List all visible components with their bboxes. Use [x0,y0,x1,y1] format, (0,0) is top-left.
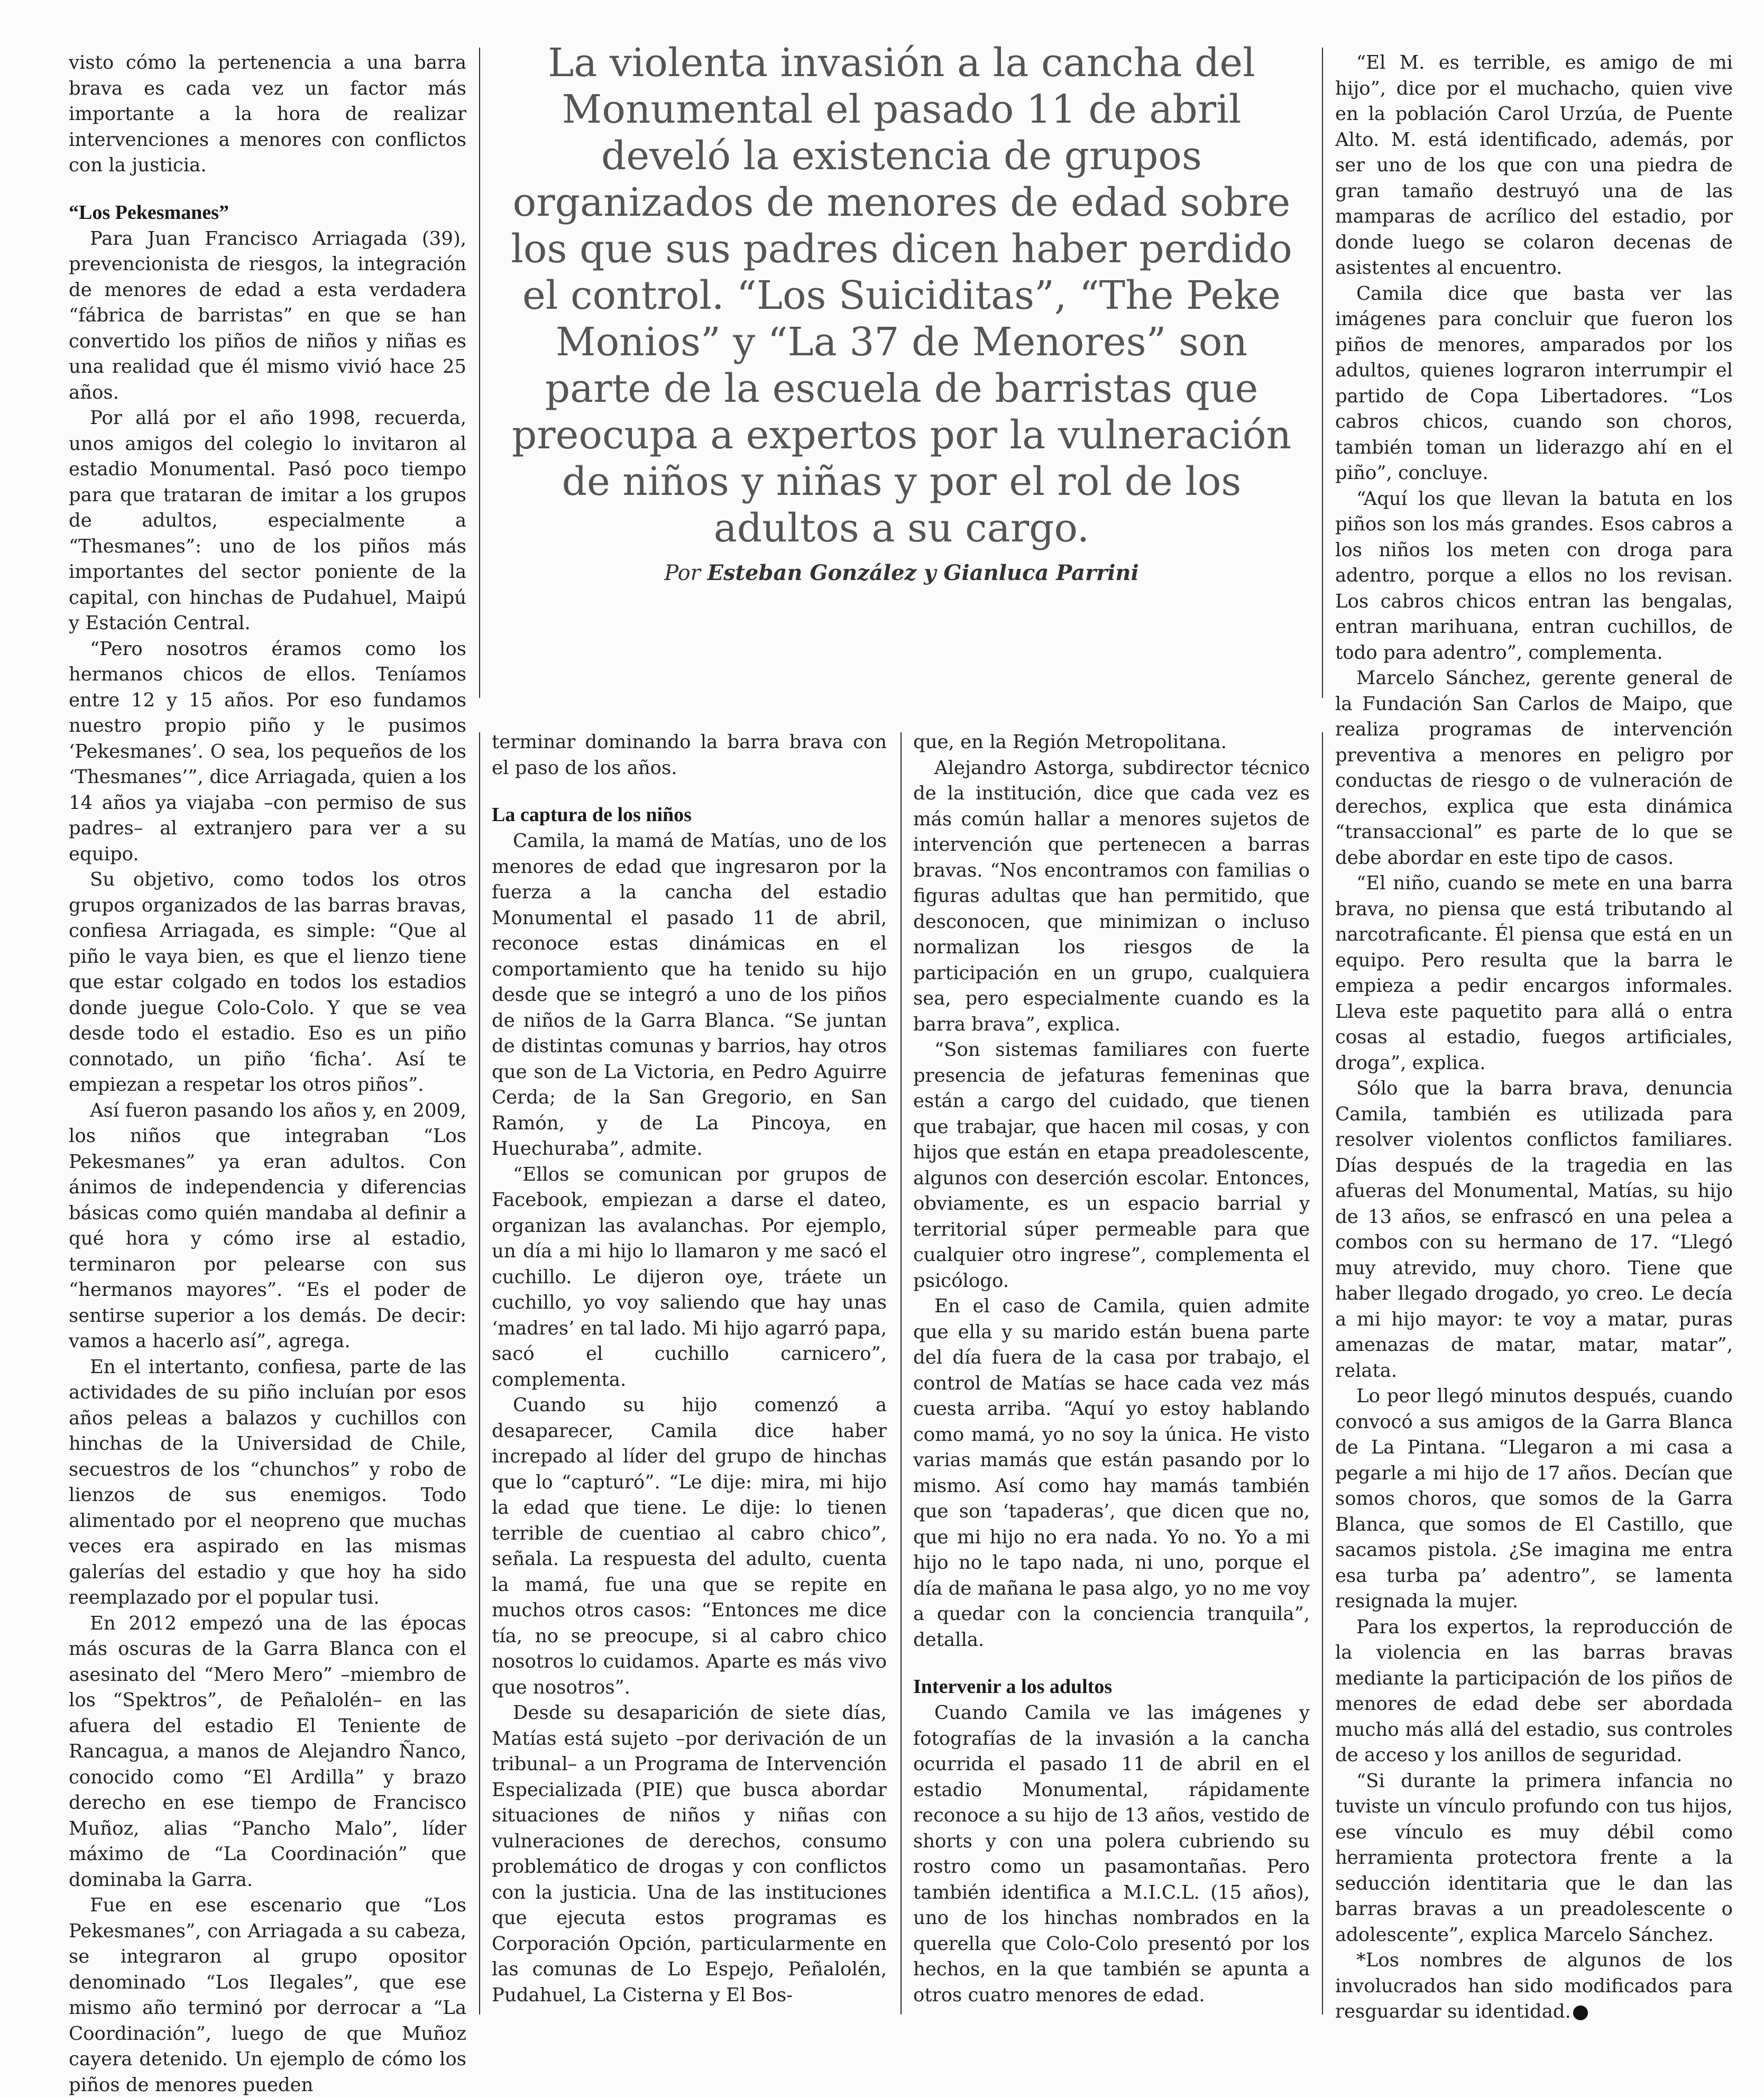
paragraph: En 2012 empezó una de las épocas más oscuras de la Garra Blanca con el asesinato del “Mero Mero” –miembro de los “Spektros”, de Peñalolén– en las afuera del estadio El Teniente de Rancagua, a manos de Alejandro Ñanco, conocido como “El Ardilla” y brazo derecho en ese tiempo de Francisco Muñoz, alias “Pancho Malo”, líder máximo de “La Coordinación” que dominaba la Garra. [69,1612,466,1891]
paragraph: Cuando su hijo comenzó a desaparecer, Camila dice haber increpado al líder del grupo de hinchas que lo “capturó”. “Le dije: mira, mi hijo la edad que tiene. Le dije: lo tienen terrible de cuentiao al cabro chico”, señala. La respuesta del adulto, cuenta la mamá, fue una que se repite en muchos otros casos: “Entonces me dice tía, no se preocupe, si al cabro chico nosotros lo cuidamos. Aparte es más vivo que nosotros”. [492,1394,887,1698]
column-rule [901,732,902,2014]
paragraph: visto cómo la pertenencia a una barra brava es cada vez un factor más importante a la hora de realizar intervenciones a menores con conflictos con la justicia. [69,52,466,176]
footnote-text: *Los nombres de algunos de los involucrados han sido modificados para resguardar su identidad. [1335,1949,1733,2022]
paragraph: Para los expertos, la reproducción de la violencia en las barras bravas mediante la participación de los piños de menores de edad debe ser abordada mucho más allá del estadio, sus controles de acceso y los anillos de seguridad. [1335,1616,1733,1766]
paragraph: Camila dice que basta ver las imágenes para concluir que fueron los piños de menores, amparados por los adultos, quienes lograron interrumpir el partido de Copa Libertadores. “Los cabros chicos, cuando son choros, también toman un liderazgo ahí en el piño”, concluye. [1335,282,1733,484]
paragraph: “El M. es terrible, es amigo de mi hijo”, dice por el muchacho, quien vive en la población Carol Urzúa, de Puente Alto. M. está identificado, además, por ser uno de los que con una piedra de gran tamaño destruyó una de las mamparas de acrílico del estadio, por donde luego se colaron decenas de asistentes al encuentro. [1335,52,1733,279]
paragraph: Alejandro Astorga, subdirector técnico de la institución, dice que cada vez es más común hallar a menores sujetos de intervención que pertenecen a barras bravas. “Nos encontramos con familias o figuras adultas que han permitido, que desconocen, que minimizan o incluso normalizan los riesgos de la participación en un grupo, cualquiera sea, pero especialmente cuando es la barra brava”, explica. [913,757,1310,1035]
paragraph: Marcelo Sánchez, gerente general de la Fundación San Carlos de Maipo, que realiza programas de intervención preventiva a menores en peligro por conductas de riesgo o de vulneración de derechos, explica que esta dinámica “transaccional” es parte de lo que se debe abordar en este tipo de casos. [1335,667,1733,869]
paragraph: “El niño, cuando se mete en una barra brava, no piensa que está tributando al narcotraficante. Él piensa que está en un equipo. Pero resulta que la barra le empieza a pedir encargos informales. Lleva este paquetito para allá o entra cosas al estadio, fuegos artificiales, droga”, explica. [1335,872,1733,1074]
byline [508,560,1296,585]
section-heading: Intervenir a los adultos [913,1676,1113,1698]
end-mark-icon [1573,2005,1588,2020]
section-heading: “Los Pekesmanes” [69,201,229,224]
paragraph: En el intertanto, confiesa, parte de las actividades de su piño incluían por esos años peleas a balazos y cuchillos con hinchas de la Universidad de Chile, secuestros de los “chunchos” y robo de lienzos de sus enemigos. Todo alimentado por el neopreno que muchas veces era aspirado en las mismas galerías del estadio y que hoy ha sido reemplazado por el popular tusi. [69,1356,466,1608]
paragraph: Por allá por el año 1998, recuerda, unos amigos del colegio lo invitaron al estadio Monumental. Pasó poco tiempo para que trataran de imitar a los grupos de adultos, especialmente a “Thesmanes”: uno de los piños más importantes del sector poniente de la capital, con hinchas de Pudahuel, Maipú y Estación Central. [69,407,466,634]
column-rule [1322,48,1323,698]
column-4 [1335,50,1733,2022]
paragraph: “Pero nosotros éramos como los hermanos chicos de ellos. Teníamos entre 12 y 15 años. Por eso fundamos nuestro propio piño y le pusimos ‘Pekesmanes’. O sea, los pequeños de los ‘Thesmanes’”, dice Arriagada, quien a los 14 años ya viajaba –con permiso de sus padres– al extranjero para ver a su equipo. [69,638,466,865]
column-1 [69,50,466,2096]
paragraph: Para Juan Francisco Arriagada (39), prevencionista de riesgos, la integración de menores de edad a esta verdadera “fábrica de barristas” en que se han convertido los piños de niños y niñas es una realidad que él mismo vivió hace 25 años. [69,227,466,403]
paragraph: Camila, la mamá de Matías, uno de los menores de edad que ingresaron por la fuerza a la cancha del estadio Monumental el pasado 11 de abril, reconoce estas dinámicas en el comportamiento que ha tenido su hijo desde que se integró a uno de los piños de niños de la Garra Blanca. “Se juntan de distintas comunas y barrios, hay otros que son de La Victoria, en Pedro Aguirre Cerda; de la San Gregorio, en San Ramón, y de La Pincoya, en Huechuraba”, admite. [492,830,887,1160]
byline-authors: Esteban González y Gianluca Parrini [707,560,1139,585]
paragraph: En el caso de Camila, quien admite que ella y su marido están buena parte del día fuera de la casa por trabajo, el control de Matías se hace cada vez más cuesta arriba. “Aquí yo estoy hablando como mamá, yo no soy la única. He visto varias mamás que están pasando por lo mismo. Así como hay mamás también que son ‘tapaderas’, que dicen que no, que mi hijo no era nada. Yo no. Yo a mi hijo no le tapo nada, ni uno, porque el día de mañana le pasa algo, yo no me voy a quedar con la conciencia tranquila”, detalla. [913,1295,1310,1651]
paragraph: Sólo que la barra brava, denuncia Camila, también es utilizada para resolver violentos conflictos familiares. Días después de la tragedia en las afueras del Monumental, Matías, su hijo de 13 años, se enfrascó en una pelea a combos con su hermano de 17. “Llegó muy atrevido, muy choro. Tiene que haber llegado drogado, yo creo. Le decía a mi hijo mayor: te voy a matar, puras amenazas de matar, matar, matar”, relata. [1335,1078,1733,1382]
paragraph: Cuando Camila ve las imágenes y fotografías de la invasión a la cancha ocurrida el pasado 11 de abril en el estadio Monumental, rápidamente reconoce a su hijo de 13 años, vestido de shorts y con una polera cubriendo su rostro como un pasamontañas. Pero también identifica a M.I.C.L. (15 años), uno de los hinchas nombrados en la querella que Colo-Colo presentó por los hechos, en la que también se apunta a otros cuatro menores de edad. [913,1702,1310,2006]
byline-prefix: Por [664,561,708,585]
article-lede: La violenta invasión a la cancha del Monumental el pasado 11 de abril develó la existencia de grupos organizados de menores de edad sobre los que sus padres dicen haber perdido el control. “Los Suiciditas”, “The Peke Monios” y “La 37 de Menores” son parte de la escuela de barristas que preocupa a expertos por la vulneración de niños y niñas y por el rol de los adultos a su cargo. [511,40,1292,551]
paragraph: terminar dominando la barra brava con el paso de los años. [492,731,887,779]
paragraph: Así fueron pasando los años y, en 2009, los niños que integraban “Los Pekesmanes” ya eran adultos. Con ánimos de independencia y diferencias básicas como quién mandaba al definir a qué hora y cómo irse al estadio, terminaron por pelearse con sus “hermanos mayores”. “Es el poder de sentirse superior a los demás. De decir: vamos a hacerlo así”, agrega. [69,1099,466,1352]
column-rule [1322,732,1323,2014]
paragraph: Fue en ese escenario que “Los Pekesmanes”, con Arriagada a su cabeza, se integraron al grupo opositor denominado “Los Ilegales”, que ese mismo año terminó por derrocar a “La Coordinación”, luego de que Muñoz cayera detenido. Un ejemplo de cómo los piños de menores pueden [69,1894,466,2096]
paragraph: “Ellos se comunican por grupos de Facebook, empiezan a darse el dateo, organizan las avalanchas. Por ejemplo, un día a mi hijo lo llamaron y me sacó el cuchillo. Le dijeron oye, tráete un cuchillo, yo voy saliendo que hay unas ‘madres’ en tal lado. Mi hijo agarró papa, sacó el cuchillo carnicero”, complementa. [492,1163,887,1391]
column-2 [492,730,887,2020]
paragraph: Lo peor llegó minutos después, cuando convocó a sus amigos de la Garra Blanca de La Pintana. “Llegaron a mi casa a pegarle a mi hijo de 17 años. Decían que somos choros, que somos de la Garra Blanca, que somos de El Castillo, que sacamos pistola. ¿Se imagina me entra esa turba pa’ adentro”, se lamenta resignada la mujer. [1335,1385,1733,1612]
section-heading: La captura de los niños [492,804,692,826]
paragraph: “Si durante la primera infancia no tuviste un vínculo profundo con tus hijos, ese vínculo es muy débil como herramienta protectora frente a la seducción identitaria que le dan las barras bravas a un preadolescente o adolescente”, explica Marcelo Sánchez. [1335,1770,1733,1946]
footnote [1335,1948,1733,2025]
column-3 [913,730,1310,2020]
column-rule [479,732,480,2014]
paragraph: Desde su desaparición de siete días, Matías está sujeto –por derivación de un tribunal– a un Programa de Intervención Especializada (PIE) que busca abordar situaciones de niños y niñas con vulneraciones de derechos, consumo problemático de drogas y con conflictos con la justicia. Una de las instituciones que ejecuta estos programas es Corporación Opción, particularmente en las comunas de Lo Espejo, Peñalolén, Pudahuel, La Cisterna y El Bos- [492,1702,887,2006]
paragraph: “Son sistemas familiares con fuerte presencia de jefaturas femeninas que están a cargo del cuidado, que tienen que trabajar, que hacen mil cosas, y con hijos que están en etapa preadolescente, algunos con deserción escolar. Entonces, obviamente, es un espacio barrial y territorial súper permeable para que cualquier otro ingrese”, complementa el psicólogo. [913,1039,1310,1292]
paragraph: “Aquí los que llevan la batuta en los piños son los más grandes. Esos cabros a los niños los meten con droga para adentro, porque a ellos no los revisan. Los cabros chicos entran las bengalas, entran marihuana, entran cuchillos, de todo para adentro”, complementa. [1335,487,1733,664]
column-rule [479,48,480,698]
paragraph: Su objetivo, como todos los otros grupos organizados de las barras bravas, confiesa Arriagada, es simple: “Que al piño le vaya bien, es que el lienzo tiene que estar colgado en todos los estadios donde juegue Colo-Colo. Y que se vea desde todo el estadio. Eso es un piño connotado, un piño ‘ficha’. Así te empiezan a respetar los otros piños”. [69,869,466,1096]
paragraph: que, en la Región Metropolitana. [913,731,1227,753]
